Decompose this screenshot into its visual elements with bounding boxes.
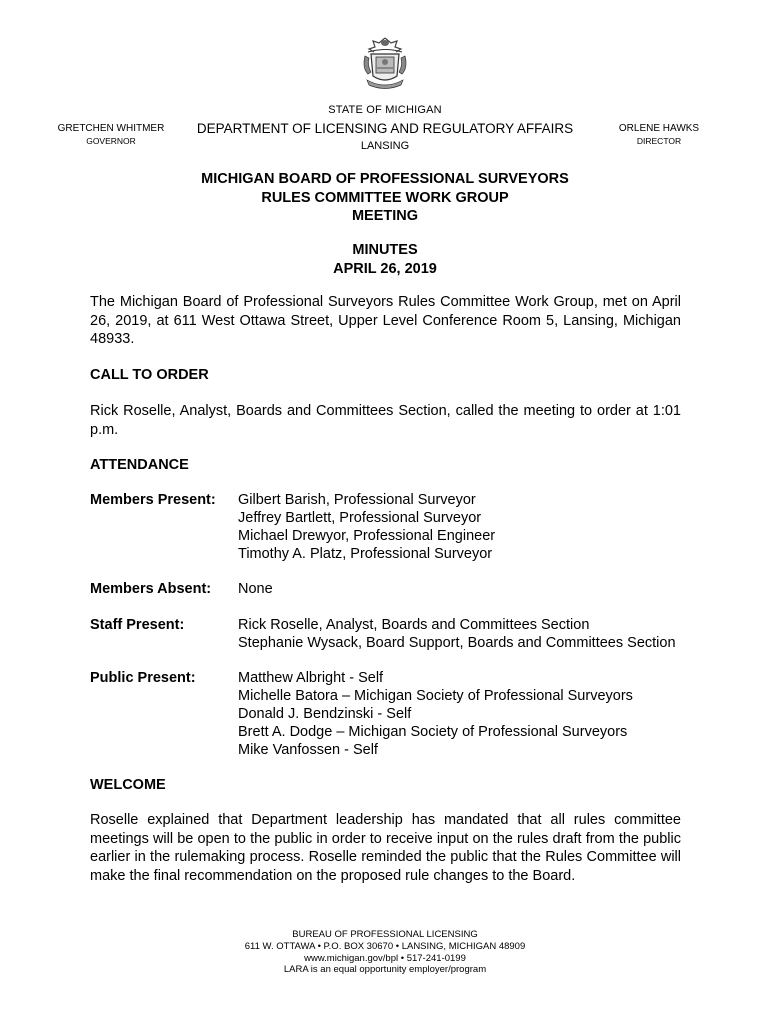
document-title (0, 170, 770, 226)
list-item: Michelle Batora – Michigan Society of Professional Surveyors (238, 688, 633, 704)
footer-bureau: BUREAU OF PROFESSIONAL LICENSING (292, 929, 478, 940)
staff-present-list (238, 616, 708, 652)
list-item: Jeffrey Bartlett, Professional Surveyor (238, 510, 482, 526)
list-item: None (238, 581, 273, 597)
intro-paragraph: The Michigan Board of Professional Surveyors Rules Committee Work Group, met on April 26, 2019, at 611 West Ottawa Street, Upper Level Conference Room 5, Lansing, Michigan 48933. (90, 294, 681, 347)
public-present-label: Public Present: (90, 670, 196, 686)
list-item: Brett A. Dodge – Michigan Society of Professional Surveyors (238, 724, 628, 740)
list-item: Mike Vanfossen - Self (238, 742, 378, 758)
title-line-2: RULES COMMITTEE WORK GROUP (261, 189, 509, 206)
staff-present-label: Staff Present: (90, 617, 185, 633)
title-line-1: MICHIGAN BOARD OF PROFESSIONAL SURVEYORS (201, 171, 569, 187)
members-absent-label: Members Absent: (90, 581, 212, 597)
welcome-text: Roselle explained that Department leadership has mandated that all rules committee meetings will be open to the public in order to receive input on the rules draft from the public earlier in the rulemaking process. Roselle reminded the public that the Rules Committee will make the final recommendation on the proposed rule changes to the Board. (90, 812, 681, 884)
director-title: DIRECTOR (636, 136, 682, 146)
footer-address: 611 W. OTTAWA • P.O. BOX 30670 • LANSING, MICHIGAN 48909 (244, 940, 526, 952)
list-item: Gilbert Barish, Professional Surveyor (238, 492, 476, 508)
list-item: Matthew Albright - Self (238, 670, 384, 686)
list-item: Michael Drewyor, Professional Engineer (238, 528, 496, 544)
call-to-order-heading: CALL TO ORDER (90, 367, 209, 383)
letterhead-city: LANSING (360, 140, 410, 152)
attendance-heading: ATTENDANCE (90, 457, 189, 473)
members-present-list (238, 491, 708, 563)
footer-eeo: LARA is an equal opportunity employer/program (283, 964, 487, 976)
state-seal-icon (359, 34, 411, 92)
governor-name: GRETCHEN WHITMER (57, 123, 165, 134)
welcome-heading: WELCOME (90, 777, 166, 793)
public-present-list (238, 669, 708, 759)
letterhead-director (600, 122, 718, 148)
members-present-label: Members Present: (90, 492, 216, 508)
minutes-heading (0, 241, 770, 278)
letterhead-department: DEPARTMENT OF LICENSING AND REGULATORY AFFAIRS (196, 121, 574, 136)
list-item: Donald J. Bendzinski - Self (238, 706, 412, 722)
meeting-date: APRIL 26, 2019 (333, 260, 437, 277)
title-line-3: MEETING (351, 208, 419, 224)
letterhead-governor (52, 122, 170, 148)
footer-contact: www.michigan.gov/bpl • 517-241-0199 (304, 952, 466, 964)
minutes-label: MINUTES (352, 242, 418, 258)
call-to-order-text: Rick Roselle, Analyst, Boards and Committees Section, called the meeting to order at 1:01 p.m. (90, 403, 681, 438)
governor-title: GOVERNOR (86, 136, 136, 146)
page-footer (0, 929, 770, 976)
list-item: Rick Roselle, Analyst, Boards and Committees Section (238, 617, 590, 633)
director-name: ORLENE HAWKS (618, 123, 700, 134)
list-item: Timothy A. Platz, Professional Surveyor (238, 546, 493, 562)
letterhead-state: STATE OF MICHIGAN (328, 104, 442, 116)
members-absent-list (238, 580, 708, 598)
list-item: Stephanie Wysack, Board Support, Boards and Committees Section (238, 635, 676, 651)
